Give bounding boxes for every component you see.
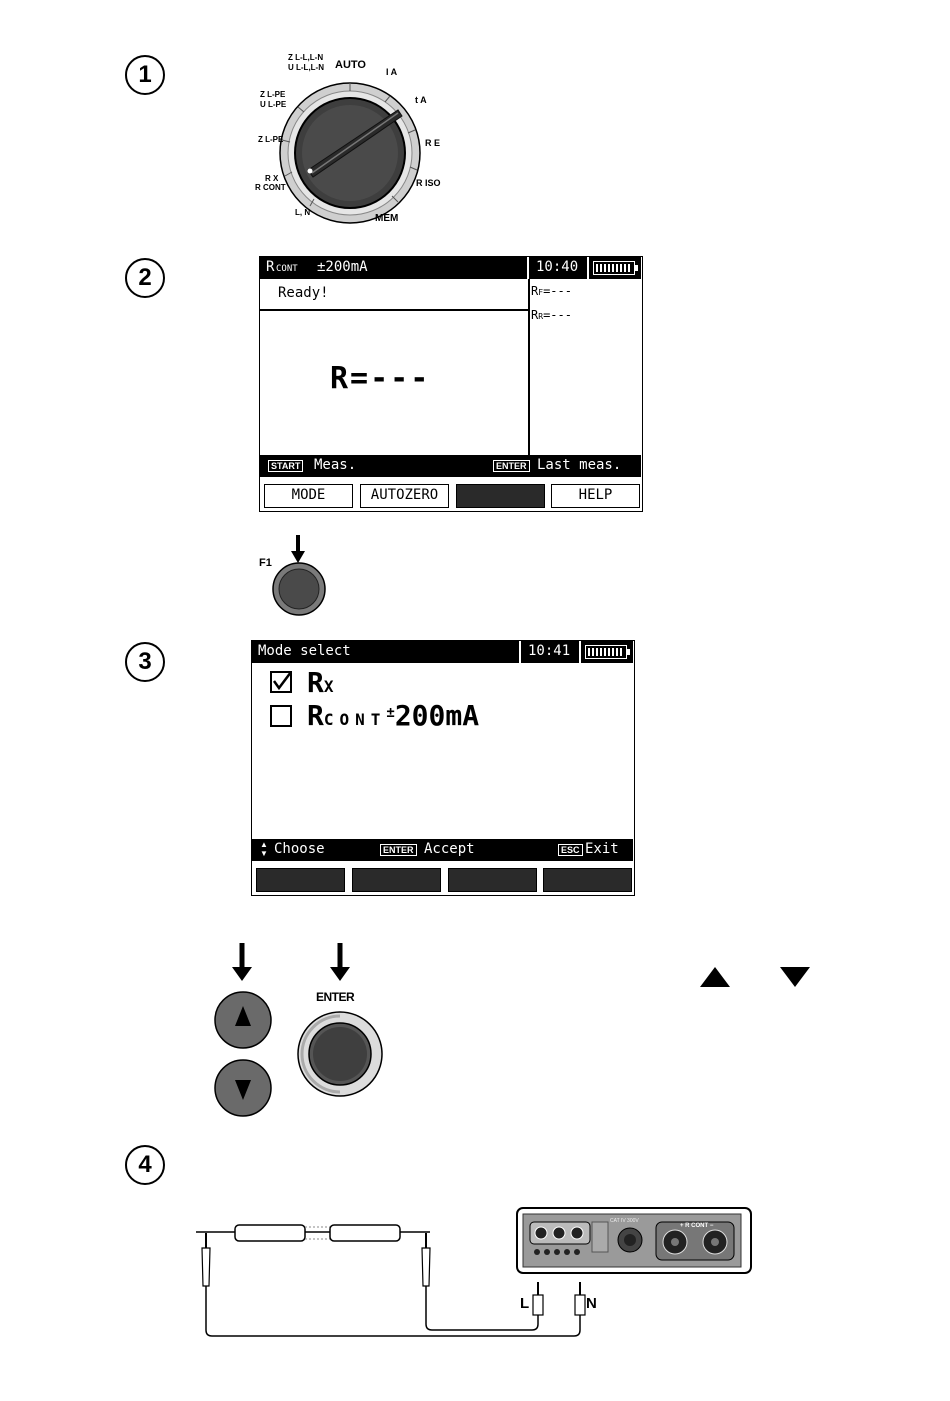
enter-button[interactable] [296,1010,384,1098]
side-rr: RR=--- [531,308,572,322]
rotary-dial[interactable] [250,50,450,230]
battery-icon [593,261,635,275]
dial-label-zll: Z L-L,L-N [288,53,324,62]
step-4-number: 4 [125,1145,165,1185]
dial-label-ull: U L-L,L-N [288,63,324,72]
f2-slot[interactable] [352,868,441,892]
dial-label-zlpe: Z L-PE [260,90,286,99]
clock-2: 10:41 [528,643,571,659]
lead-label-l: L [520,1295,530,1312]
option-rx[interactable]: RX [307,666,334,699]
enter-key-icon: ENTER [493,460,530,472]
wiring-diagram [190,1200,760,1345]
dial-label-mem: MEM [375,213,399,224]
up-button[interactable] [213,990,273,1050]
f1-label: F1 [259,557,272,569]
hint-meas: Meas. [314,457,357,473]
enter-label: ENTER [316,990,355,1004]
dial-label-riso: R ISO [416,178,441,188]
press-arrow-icon-up [230,943,254,983]
dial-label-rx: R X [265,174,279,183]
dial-label-ln: L, N [295,208,311,217]
dial-label-zlpe2: Z L-PE [258,135,284,144]
hint-last: Last meas. [537,457,622,473]
hint-accept: Accept [424,841,475,857]
title-current: ±200mA [317,259,368,275]
battery-icon-2 [585,645,627,659]
dial-label-rcont: R CONT [255,183,286,192]
start-key-icon: START [268,460,303,472]
title-cont: CONT [276,264,298,274]
wiring-diagram-icon [190,1200,760,1345]
side-rf: RF=--- [531,284,572,298]
meter-cat-text: CAT IV 300V [610,1218,639,1224]
f4-slot[interactable] [543,868,632,892]
dial-label-ulpe: U L-PE [260,100,287,109]
up-triangle-icon [698,965,732,989]
mode-title: Mode select [258,643,351,659]
mode-hint-bar [252,839,633,861]
hint-exit: Exit [585,841,619,857]
rx-checkbox[interactable] [270,671,292,693]
f3-button[interactable] [456,484,545,508]
press-arrow-icon [288,535,308,565]
hint-bar [260,455,641,477]
press-arrow-icon-enter [328,943,352,983]
clock: 10:40 [536,259,579,275]
meter-rcont-text: + R CONT − [680,1223,714,1229]
f1-slot[interactable] [256,868,345,892]
mode-title-bar [252,641,633,663]
measurement-screen [259,256,643,512]
dial-label-re: R E [425,138,441,148]
step-2-number: 2 [125,258,165,298]
help-button[interactable]: HELP [551,484,640,508]
down-button[interactable] [213,1058,273,1118]
updown-icon: ▲ ▼ [260,840,268,858]
f3-slot[interactable] [448,868,537,892]
dial-label-ia: I A [386,67,398,77]
down-triangle-icon [778,965,812,989]
dial-label-ta: t A [415,95,427,105]
main-reading: R=--- [330,361,431,396]
screen-title-bar [260,257,641,279]
status-text: Ready! [278,285,329,301]
step-3-number: 3 [125,642,165,682]
option-rcont[interactable]: RCONT±200mA [307,699,480,732]
dial-label-auto: AUTO [335,59,366,71]
title-r: R [266,259,275,275]
step-1-number: 1 [125,55,165,95]
f1-button[interactable] [272,562,326,616]
esc-key-icon: ESC [558,844,583,856]
mode-select-screen [251,640,635,896]
hint-choose: Choose [274,841,325,857]
enter-key-icon-2: ENTER [380,844,417,856]
mode-button[interactable]: MODE [264,484,353,508]
rcont-checkbox[interactable] [270,705,292,727]
autozero-button[interactable]: AUTOZERO [360,484,449,508]
lead-label-n: N [586,1295,597,1312]
